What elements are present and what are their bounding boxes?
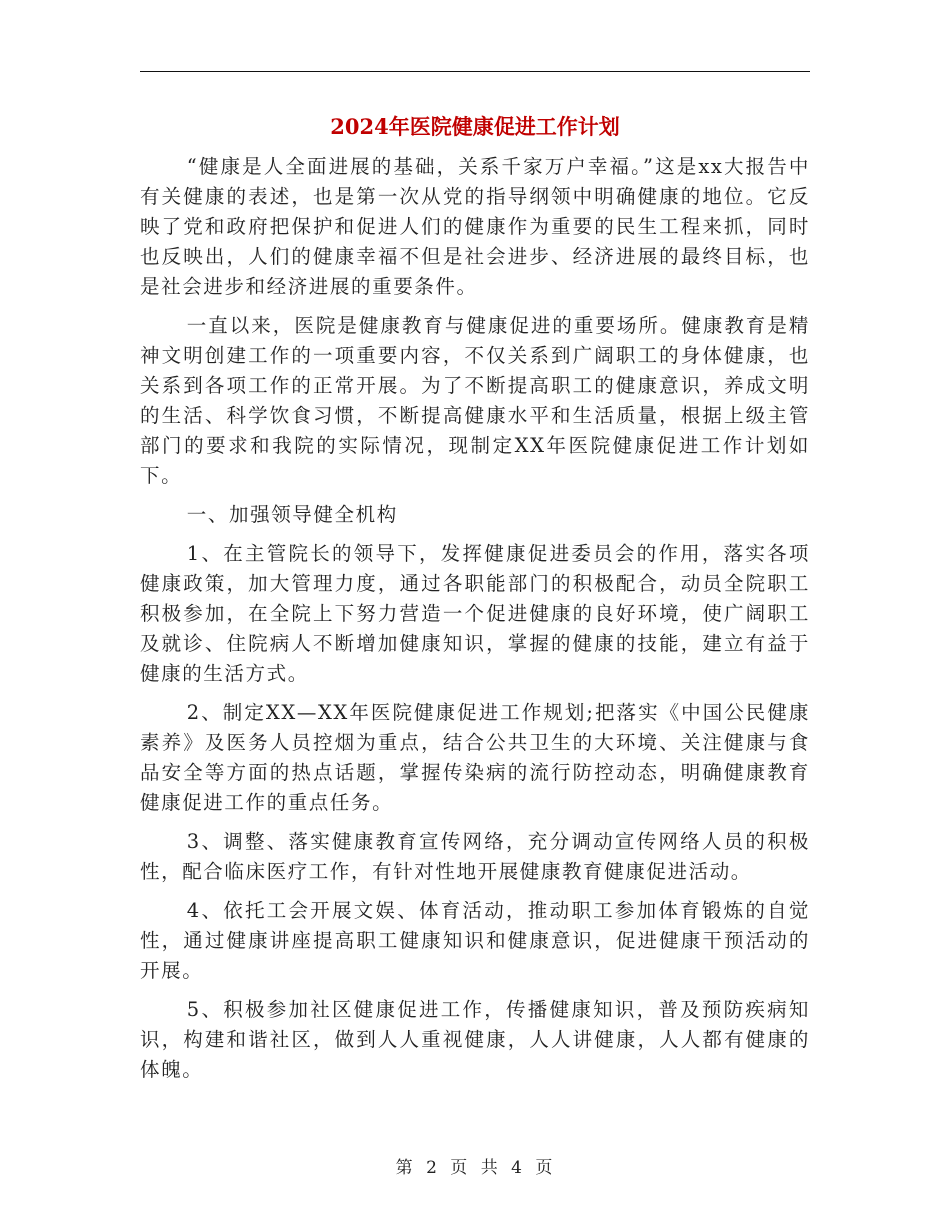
list-item: 4、依托工会开展文娱、体育活动，推动职工参加体育锻炼的自觉性，通过健康讲座提高职工健康知识和健康意识，促进健康干预活动的开展。 xyxy=(140,899,810,982)
header-rule xyxy=(140,71,810,72)
list-item: 2、制定XX—XX年医院健康促进工作规划;把落实《中国公民健康素养》及医务人员控烟为重点，结合公共卫生的大环境、关注健康与食品安全等方面的热点话题，掌握传染病的流行防控动态，明确健康教育健康促进工作的重点任务。 xyxy=(140,701,810,814)
background-paragraph: 一直以来，医院是健康教育与健康促进的重要场所。健康教育是精神文明创建工作的一项重要内容，不仅关系到广阔职工的身体健康，也关系到各项工作的正常开展。为了不断提高职工的健康意识，养成文明的生活、科学饮食习惯，不断提高健康水平和生活质量，根据上级主管部门的要求和我院的实际情况，现制定XX年医院健康促进工作计划如下。 xyxy=(140,314,810,487)
intro-paragraph: “健康是人全面进展的基础，关系千家万户幸福。”这是xx大报告中有关健康的表述，也是第一次从党的指导纲领中明确健康的地位。它反映了党和政府把保护和促进人们的健康作为重要的民生工程来抓，同时也反映出，人们的健康幸福不但是社会进步、经济进展的最终目标，也是社会进步和经济进展的重要条件。 xyxy=(140,155,810,298)
list-item: 5、积极参加社区健康促进工作，传播健康知识，普及预防疾病知识，构建和谐社区，做到人人重视健康，人人讲健康，人人都有健康的体魄。 xyxy=(140,998,810,1081)
section-heading: 一、加强领导健全机构 xyxy=(186,503,398,526)
page-number-footer: 第 2 页 共 4 页 xyxy=(395,1158,555,1178)
document-body xyxy=(140,152,810,1085)
list-item: 1、在主管院长的领导下，发挥健康促进委员会的作用，落实各项健康政策，加大管理力度，通过各职能部门的积极配合，动员全院职工积极参加，在全院上下努力营造一个促进健康的良好环境，使广阔职工及就诊、住院病人不断增加健康知识，掌握的健康的技能，建立有益于健康的生活方式。 xyxy=(140,542,810,685)
document-title: 2024年医院健康促进工作计划 xyxy=(330,114,620,139)
list-item: 3、调整、落实健康教育宣传网络，充分调动宣传网络人员的积极性，配合临床医疗工作，有针对性地开展健康教育健康促进活动。 xyxy=(140,830,810,883)
